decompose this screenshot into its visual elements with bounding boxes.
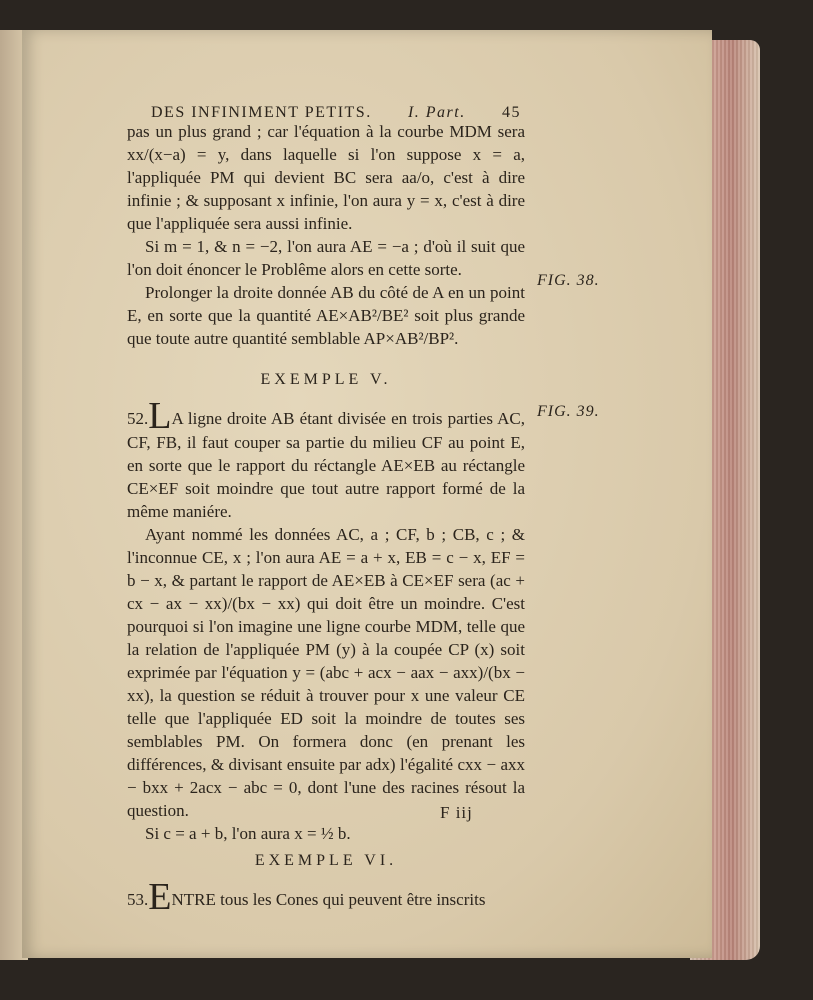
example-5-heading: EXEMPLE V.	[260, 371, 392, 388]
paragraph-1: pas un plus grand ; car l'équation à la courbe MDM sera xx/(x−a) = y, dans laquelle si l'on suppose x = a, l'appliquée PM qui devient BC sera aa/o, c'est à dire infinie ; & supposant x infinie, l'on aura y = x, c'est à dire que l'appliquée sera aussi infinie.	[127, 122, 525, 233]
paragraph-3: Prolonger la droite donnée AB du côté de A en un point E, en sorte que la quantité AE×AB²/BE² soit plus grande que toute autre quantité semblable AP×AB²/BP².	[127, 283, 525, 348]
example-6-heading: EXEMPLE VI.	[254, 852, 398, 869]
page-body	[127, 120, 525, 918]
dropcap-e: E	[148, 876, 172, 918]
dropcap-l: L	[148, 395, 172, 437]
signature-mark: F iij	[440, 803, 473, 822]
margin-fig-39: FIG. 39.	[537, 403, 600, 420]
header-title: DES INFINIMENT PETITS.	[151, 104, 372, 121]
example-5-paragraph-2: Ayant nommé les données AC, a ; CF, b ; CB, c ; & l'inconnue CE, x ; l'on aura AE = a + x, EB = c − x, EF = b − x, & partant le rapport de AE×EB à CE×EF sera (ac + cx − ax − xx)/(bx − xx) qui doit être un moindre. C'est pourquoi si l'on imagine une ligne courbe MDM, telle que la relation de l'appliquée PM (y) à la coupée CP (x) soit exprimée par l'équation y = (abc + acx − aax − axx)/(bx − xx), la question se réduit à trouver pour x une valeur CE telle que l'appliquée ED soit la moindre de toutes ses semblables PM. On formera donc (en prenant les différences, & divisant ensuite par adx) l'égalité cxx − axx − bxx + 2acx − abc = 0, dont l'une des racines résout la question.	[127, 525, 525, 820]
paragraph-2: Si m = 1, & n = −2, l'on aura AE = −a ; d'où il suit que l'on doit énoncer le Problême alors en cette sorte.	[127, 237, 525, 279]
section-number-52: 52.	[127, 409, 149, 428]
example-6-text: NTRE tous les Cones qui peuvent être inscrits	[171, 890, 486, 909]
example-6-paragraph	[127, 876, 525, 918]
example-5-paragraph-1	[127, 395, 525, 523]
header-part: I. Part.	[407, 104, 466, 121]
margin-fig-38: FIG. 38.	[537, 272, 600, 289]
page-number: 45	[501, 104, 521, 121]
section-number-53: 53.	[127, 890, 149, 909]
example-5-text-1: A ligne droite AB étant divisée en trois parties AC, CF, FB, il faut couper sa partie du milieu CF au point E, en sorte que le rapport du réctangle AE×EB au réctangle CE×EF soit moindre que tout autre rapport formé de la même maniére.	[127, 409, 525, 521]
example-5-paragraph-3: Si c = a + b, l'on aura x = ½ b.	[145, 824, 351, 843]
